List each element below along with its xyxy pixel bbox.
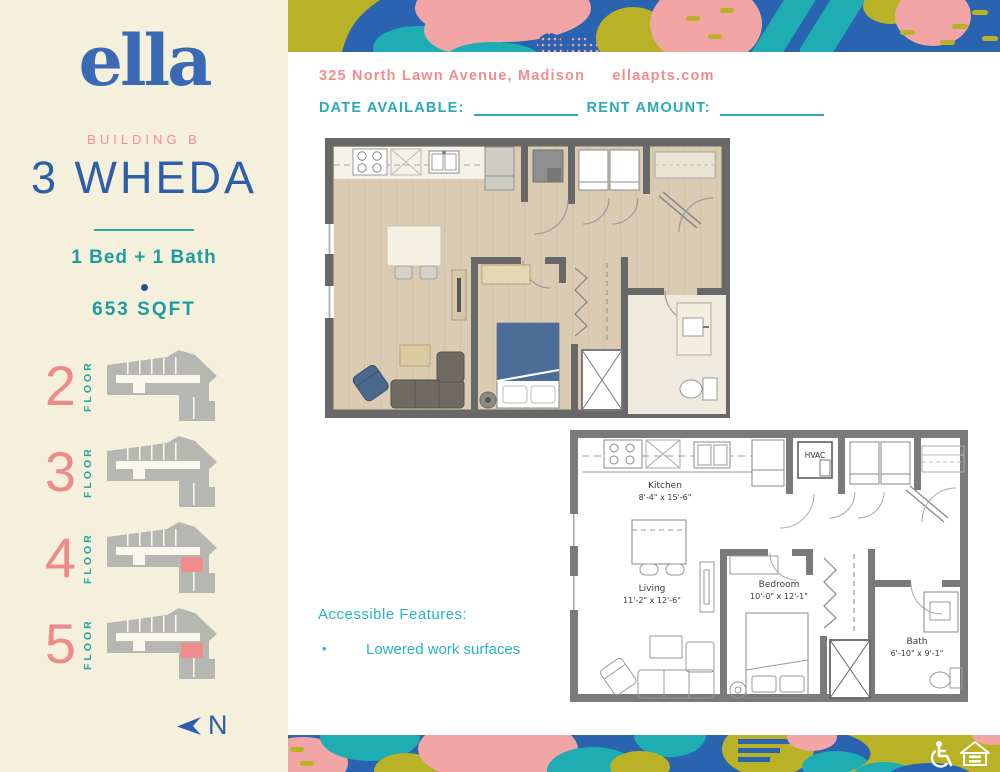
date-available-blank bbox=[474, 101, 578, 116]
compass-label: N bbox=[208, 710, 228, 740]
footer-pattern bbox=[288, 735, 1000, 772]
rent-amount-blank bbox=[720, 101, 824, 116]
rent-amount-label: RENT AMOUNT: bbox=[586, 100, 711, 116]
floor-3-footprint-map bbox=[102, 435, 224, 509]
sqft-text: 653 SQFT bbox=[92, 299, 196, 320]
stove bbox=[353, 149, 387, 175]
accessible-feature-item bbox=[318, 641, 520, 658]
floor-word: FLOOR bbox=[82, 445, 94, 498]
accessible-feature-text: Lowered work surfaces bbox=[366, 641, 521, 658]
coffee-table bbox=[400, 345, 430, 366]
sidebar bbox=[0, 0, 288, 772]
sofa bbox=[391, 380, 464, 408]
kitchen-dims: 8'-4" x 15'-6" bbox=[638, 493, 692, 502]
floor-key-list bbox=[30, 348, 224, 681]
floor-number: 5 bbox=[44, 611, 76, 675]
fields-row bbox=[319, 100, 833, 116]
floor-word: FLOOR bbox=[82, 359, 94, 412]
brand-logo: ella bbox=[78, 19, 210, 102]
floor-word: FLOOR bbox=[82, 617, 94, 670]
building-label: BUILDING B bbox=[87, 132, 201, 147]
north-arrow-icon bbox=[176, 716, 202, 736]
dryer bbox=[610, 150, 639, 190]
bath-label: Bath bbox=[906, 637, 928, 647]
bath-dims: 6'-10" x 9'-1" bbox=[890, 649, 944, 658]
floor-5-footprint-map bbox=[102, 607, 224, 681]
wheelchair-icon bbox=[928, 740, 954, 768]
floor-word: FLOOR bbox=[82, 531, 94, 584]
header-pattern bbox=[288, 0, 1000, 52]
unit-name: 3 WHEDA bbox=[30, 152, 258, 203]
street-address: 325 North Lawn Avenue, Madison bbox=[319, 68, 586, 84]
living-label: Living bbox=[638, 584, 666, 594]
bullet: • bbox=[322, 641, 327, 656]
bedroom-dims: 10'-0" x 12'-1" bbox=[750, 592, 808, 601]
kitchen-label: Kitchen bbox=[648, 481, 682, 491]
floor-2-footprint-map bbox=[102, 349, 224, 423]
floor-number: 2 bbox=[44, 353, 76, 417]
dresser bbox=[482, 265, 530, 284]
date-available-label: DATE AVAILABLE: bbox=[319, 100, 465, 116]
floor-number: 3 bbox=[44, 439, 76, 503]
bed-bath-text: 1 Bed + 1 Bath bbox=[71, 247, 217, 268]
highlighted-unit bbox=[181, 643, 203, 658]
floor-4-footprint-map bbox=[102, 521, 224, 595]
floor-number: 4 bbox=[44, 525, 76, 589]
footer-icons bbox=[928, 740, 990, 768]
main-content bbox=[288, 0, 1000, 772]
address-row bbox=[319, 68, 715, 84]
bedroom-label: Bedroom bbox=[758, 580, 800, 590]
north-compass bbox=[176, 710, 228, 741]
floor-row-2 bbox=[30, 348, 224, 423]
kitchen-island bbox=[632, 520, 686, 564]
rendered-floorplan bbox=[325, 138, 730, 418]
equal-housing-icon bbox=[960, 741, 990, 768]
floor-row-3 bbox=[30, 434, 224, 509]
divider-line bbox=[94, 229, 194, 231]
hvac-label: HVAC bbox=[804, 451, 826, 460]
floor-row-4 bbox=[30, 520, 224, 595]
accessible-features-title: Accessible Features: bbox=[318, 606, 468, 623]
dimensioned-floorplan bbox=[570, 430, 968, 702]
floor-row-5 bbox=[30, 606, 224, 681]
washer bbox=[579, 150, 608, 190]
toilet bbox=[680, 380, 702, 398]
dot-separator bbox=[141, 284, 148, 291]
kitchen-sink bbox=[694, 442, 730, 468]
stove bbox=[604, 440, 642, 468]
accessible-features bbox=[318, 606, 520, 658]
living-dims: 11'-2" x 12'-6" bbox=[623, 596, 681, 605]
website-link[interactable]: ellaapts.com bbox=[612, 68, 715, 84]
highlighted-unit bbox=[181, 557, 203, 572]
refrigerator bbox=[485, 147, 514, 190]
kitchen-island bbox=[387, 226, 441, 266]
